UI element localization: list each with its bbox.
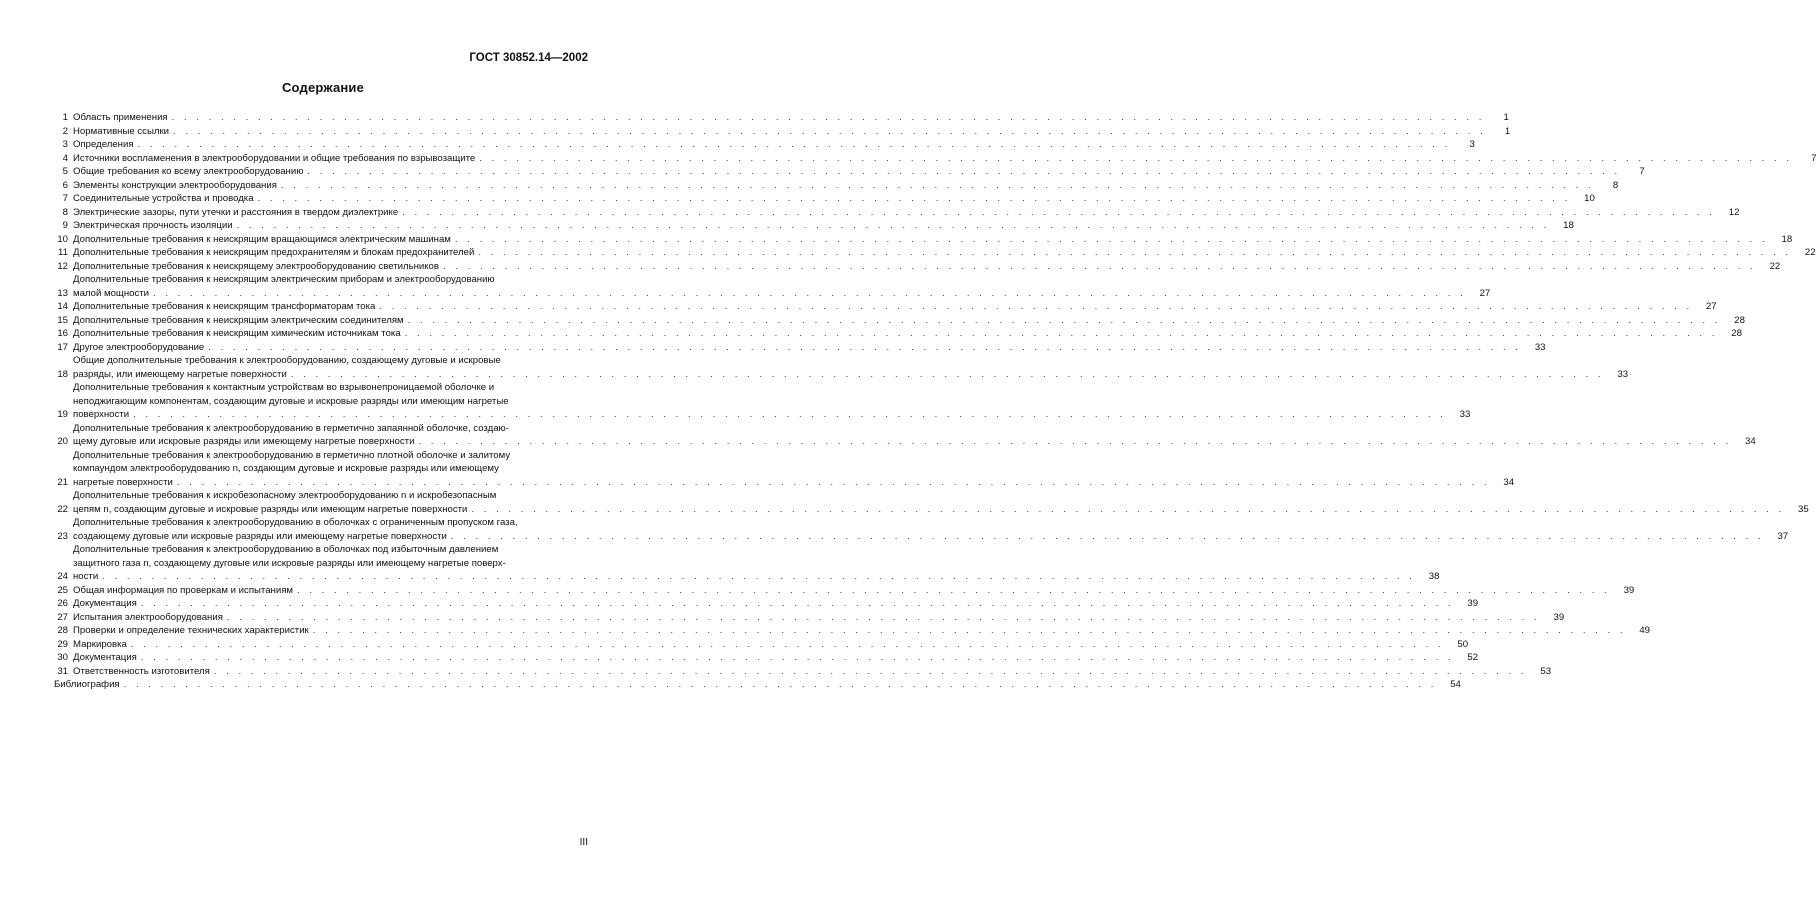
toc-entry[interactable] xyxy=(54,611,1565,625)
toc-entry-number: 28 xyxy=(57,625,68,636)
toc-entry-text: Дополнительные требования к неискрящим электрическим соединителям xyxy=(73,314,404,326)
toc-entry-text: Библиография xyxy=(54,679,120,690)
toc-entry-text: создающему дуговые или искровые разряды или имеющему нагретые поверхности xyxy=(73,530,447,542)
toc-entry-text: Дополнительные требования к электрооборудованию в оболочках под избыточным давлением xyxy=(73,544,499,555)
toc-entry-page: 33 xyxy=(1534,341,1546,353)
toc-title: Содержание xyxy=(281,80,365,95)
dot-leader xyxy=(133,408,1446,422)
toc-entry-number: 9 xyxy=(62,220,68,231)
toc-entry[interactable] xyxy=(54,138,1475,152)
toc-entry-text: Общие требования ко всему электрооборудованию xyxy=(73,166,304,177)
toc-entry-number: 20 xyxy=(57,436,68,447)
toc-entry-text: Определения xyxy=(73,139,134,150)
toc-entry-text: Дополнительные требования к контактным устройствам во взрывонепроницаемой оболочке и xyxy=(73,382,495,393)
toc-entry-text: Дополнительные требования к электрооборудованию в оболочках с ограниченным пропуском газа, xyxy=(73,517,518,528)
toc-entry-number: 5 xyxy=(62,166,68,177)
toc-entry-number: 1 xyxy=(62,112,68,123)
toc-entry-number: 19 xyxy=(57,409,68,420)
toc-entry[interactable] xyxy=(54,219,1574,233)
toc-entry-page: 22 xyxy=(1769,260,1781,272)
toc-entry-text: цепям n, создающим дуговые и искровые разряды или имеющим нагретые поверхности xyxy=(73,503,468,515)
toc-entry-number: 17 xyxy=(57,341,68,353)
toc-entry-number: 3 xyxy=(62,139,68,150)
toc-entry-text: Дополнительные требования к неискрящим электрическим приборам и электрооборудованию xyxy=(73,274,495,285)
toc-entry[interactable] xyxy=(54,165,1645,179)
toc-entry-text: Документация xyxy=(73,652,137,663)
toc-entry[interactable] xyxy=(54,111,1509,125)
toc-entry[interactable] xyxy=(54,597,1479,611)
dot-leader xyxy=(208,341,1521,355)
toc-entry-text: Другое электрооборудование xyxy=(73,341,205,353)
toc-entry-text: малой мощности xyxy=(73,287,150,299)
toc-entry[interactable] xyxy=(54,381,1471,422)
toc-entry-text: Общие дополнительные требования к электрооборудованию, создающему дуговые и искровые xyxy=(73,355,501,366)
dot-leader xyxy=(131,638,1444,652)
toc-entry-page: 33 xyxy=(1617,368,1629,380)
toc-entry-text: Источники воспламенения в электрооборудовании и общие требования по взрывозащите xyxy=(73,152,476,164)
toc-entry[interactable] xyxy=(54,233,1793,247)
toc-entry[interactable] xyxy=(54,354,1629,381)
toc-entry-page: 8 xyxy=(1612,179,1619,191)
toc-entry-text: Ответственность изготовителя xyxy=(73,665,210,677)
document-code: ГОСТ 30852.14—2002 xyxy=(469,52,588,64)
toc-entry-text: нагретые поверхности xyxy=(73,476,173,488)
toc-entry[interactable] xyxy=(54,489,1809,516)
toc-entry-text: защитного газа n, создающему дуговые или искровые разряды или имеющему нагретые поверх- xyxy=(73,557,506,569)
toc-entry-text: Дополнительные требования к неискрящим трансформаторам тока xyxy=(73,301,376,312)
toc-entry-page: 52 xyxy=(1467,652,1479,663)
page-number: III xyxy=(579,837,588,848)
toc-entry-text: Проверки и определение технических характеристик xyxy=(73,625,309,636)
toc-entry[interactable] xyxy=(54,300,1717,314)
toc-entry-page: 27 xyxy=(1705,301,1717,312)
dot-leader xyxy=(173,125,1486,139)
dot-leader xyxy=(153,287,1466,301)
toc-entry-text: Дополнительные требования к искробезопасному электрооборудованию n и искробезопасным xyxy=(73,490,497,501)
toc-entry-number: 11 xyxy=(58,247,68,258)
dot-leader xyxy=(237,219,1550,233)
dot-leader xyxy=(291,368,1604,382)
toc-entry-page: 54 xyxy=(1450,679,1461,690)
toc-entry-page: 34 xyxy=(1503,476,1515,488)
dot-leader xyxy=(177,476,1490,490)
dot-leader xyxy=(172,111,1485,125)
toc-entry-text: Испытания электрооборудования xyxy=(73,611,223,623)
toc-entry-page: 35 xyxy=(1798,503,1809,515)
toc-entry-text: Документация xyxy=(73,598,137,609)
dot-leader xyxy=(281,179,1594,193)
toc-entry-text: Область применения xyxy=(73,112,168,123)
toc-entry-page: 18 xyxy=(1781,233,1793,245)
toc-entry-page: 12 xyxy=(1728,206,1740,218)
dot-leader xyxy=(405,327,1718,341)
toc-entry-page: 1 xyxy=(1504,125,1511,137)
toc-entry-number: 23 xyxy=(57,530,68,542)
toc-entry[interactable] xyxy=(54,665,1552,679)
toc-entry-number: 26 xyxy=(57,598,68,609)
toc-entry[interactable] xyxy=(54,624,1650,638)
toc-entry[interactable] xyxy=(54,125,1511,139)
toc-entry-text: поверхности xyxy=(73,409,130,420)
dot-leader xyxy=(227,611,1540,625)
dot-leader xyxy=(102,570,1415,584)
dot-leader xyxy=(379,300,1692,314)
toc-entry-text: Дополнительные требования к неискрящему электрооборудованию светильников xyxy=(73,260,439,272)
toc-entry-page: 37 xyxy=(1777,530,1789,542)
dot-leader xyxy=(307,165,1620,179)
toc-entry-page: 28 xyxy=(1731,328,1742,339)
toc-entry-text: Дополнительные требования к электрооборудованию в герметично запаянной оболочке, создаю- xyxy=(73,422,509,434)
toc-entry-page: 33 xyxy=(1459,409,1471,420)
toc-entry-number: 15 xyxy=(57,314,68,326)
dot-leader xyxy=(443,260,1756,274)
toc-entry[interactable] xyxy=(54,678,1461,692)
toc-entry-number: 30 xyxy=(57,652,68,663)
toc-entry-number: 12 xyxy=(57,260,68,272)
toc-entry[interactable] xyxy=(54,260,1781,274)
dot-leader xyxy=(451,530,1764,544)
dot-leader xyxy=(471,503,1784,517)
toc-entry-text: Маркировка xyxy=(73,638,127,650)
toc-entry-number: 29 xyxy=(57,638,68,650)
dot-leader xyxy=(479,152,1792,166)
toc-entry-text: Электрические зазоры, пути утечки и расстояния в твердом диэлектрике xyxy=(73,206,399,218)
toc-entry-number: 4 xyxy=(62,152,68,164)
dot-leader xyxy=(408,314,1721,328)
toc-entry-page: 49 xyxy=(1639,625,1650,636)
toc-entry[interactable] xyxy=(54,179,1619,193)
toc-entry-text: ности xyxy=(73,571,99,582)
toc-entry-page: 18 xyxy=(1563,220,1574,231)
toc-entry-text: Соединительные устройства и проводка xyxy=(73,193,254,204)
toc-entry-number: 16 xyxy=(57,328,68,339)
toc-entry[interactable] xyxy=(54,273,1491,300)
toc-entry-page: 22 xyxy=(1804,247,1816,258)
dot-leader xyxy=(124,678,1437,692)
dot-leader xyxy=(214,665,1527,679)
toc-entry-number: 18 xyxy=(57,368,68,380)
toc-entry-text: щему дуговые или искровые разряды или имеющему нагретые поверхности xyxy=(73,436,415,447)
toc-entry-page: 53 xyxy=(1540,665,1552,677)
toc-entry-page: 7 xyxy=(1639,166,1645,177)
toc-entry-text: Общая информация по проверкам и испытаниям xyxy=(73,584,293,596)
toc-entry-number: 22 xyxy=(57,503,68,515)
toc-entry-text: Дополнительные требования к неискрящим химическим источникам тока xyxy=(73,328,401,339)
dot-leader xyxy=(138,138,1451,152)
toc-entry[interactable] xyxy=(54,246,1816,260)
toc-entry-text: Нормативные ссылки xyxy=(73,125,170,137)
toc-entry[interactable] xyxy=(54,314,1745,328)
toc-entry-text: Электрическая прочность изоляции xyxy=(73,220,233,231)
toc-entry-page: 39 xyxy=(1467,598,1479,609)
dot-leader xyxy=(455,233,1768,247)
dot-leader xyxy=(478,246,1791,260)
toc-entry-page: 10 xyxy=(1584,193,1595,204)
toc-entry-page: 7 xyxy=(1811,152,1817,164)
toc-entry-text: разряды, или имеющему нагретые поверхности xyxy=(73,368,287,380)
toc-entry-page: 38 xyxy=(1428,571,1440,582)
toc-entry[interactable] xyxy=(54,638,1469,652)
dot-leader xyxy=(313,624,1626,638)
toc-entry[interactable] xyxy=(54,584,1635,598)
toc-entry-number: 21 xyxy=(57,476,68,488)
toc-entry-text: неподжигающим компонентам, создающим дуговые и искровые разряды или имеющим нагретые xyxy=(73,395,509,407)
toc-entry-page: 27 xyxy=(1479,287,1491,299)
toc-entry-text: Дополнительные требования к неискрящим предохранителям и блокам предохранителей xyxy=(73,247,475,258)
toc-entry[interactable] xyxy=(54,651,1479,665)
toc-entry-number: 10 xyxy=(57,233,68,245)
toc-entry[interactable] xyxy=(54,152,1817,166)
toc-entry[interactable] xyxy=(54,516,1789,543)
toc-entry[interactable] xyxy=(54,327,1742,341)
toc-entry-page: 28 xyxy=(1734,314,1745,326)
dot-leader xyxy=(297,584,1610,598)
toc-entry[interactable] xyxy=(54,422,1756,449)
toc-entry-number: 14 xyxy=(57,301,68,312)
toc-entry-text: Дополнительные требования к электрооборудованию в герметично плотной оболочке и залитому xyxy=(73,449,511,461)
toc-entry-number: 27 xyxy=(57,611,68,623)
toc-entry-number: 13 xyxy=(57,287,68,299)
toc-entry-text: Элементы конструкции электрооборудования xyxy=(73,179,277,191)
toc-entry-page: 39 xyxy=(1553,611,1565,623)
toc-entry-number: 24 xyxy=(57,571,68,582)
toc-entry[interactable] xyxy=(54,543,1440,584)
toc-entry-page: 50 xyxy=(1457,638,1469,650)
toc-entry-number: 25 xyxy=(57,584,68,596)
toc-entry-number: 8 xyxy=(62,206,68,218)
toc-entry[interactable] xyxy=(54,341,1546,355)
toc-entry-page: 39 xyxy=(1623,584,1635,596)
dot-leader xyxy=(418,435,1731,449)
table-of-contents xyxy=(54,111,1817,692)
toc-entry[interactable] xyxy=(54,449,1515,490)
toc-entry-number: 6 xyxy=(62,179,68,191)
toc-entry-number: 31 xyxy=(57,665,68,677)
toc-entry[interactable] xyxy=(54,206,1740,220)
toc-entry[interactable] xyxy=(54,192,1595,206)
dot-leader xyxy=(141,597,1454,611)
dot-leader xyxy=(258,192,1571,206)
toc-entry-number: 2 xyxy=(62,125,68,137)
toc-entry-page: 1 xyxy=(1503,112,1509,123)
dot-leader xyxy=(402,206,1715,220)
toc-entry-number: 7 xyxy=(62,193,68,204)
toc-entry-text: Дополнительные требования к неискрящим вращающимся электрическим машинам xyxy=(73,233,451,245)
toc-entry-page: 3 xyxy=(1469,139,1475,150)
toc-entry-text: компаундом электрооборудованию n, создающим дуговые и искровые разряды или имеющему xyxy=(73,463,499,474)
dot-leader xyxy=(141,651,1454,665)
toc-entry-page: 34 xyxy=(1745,436,1756,447)
